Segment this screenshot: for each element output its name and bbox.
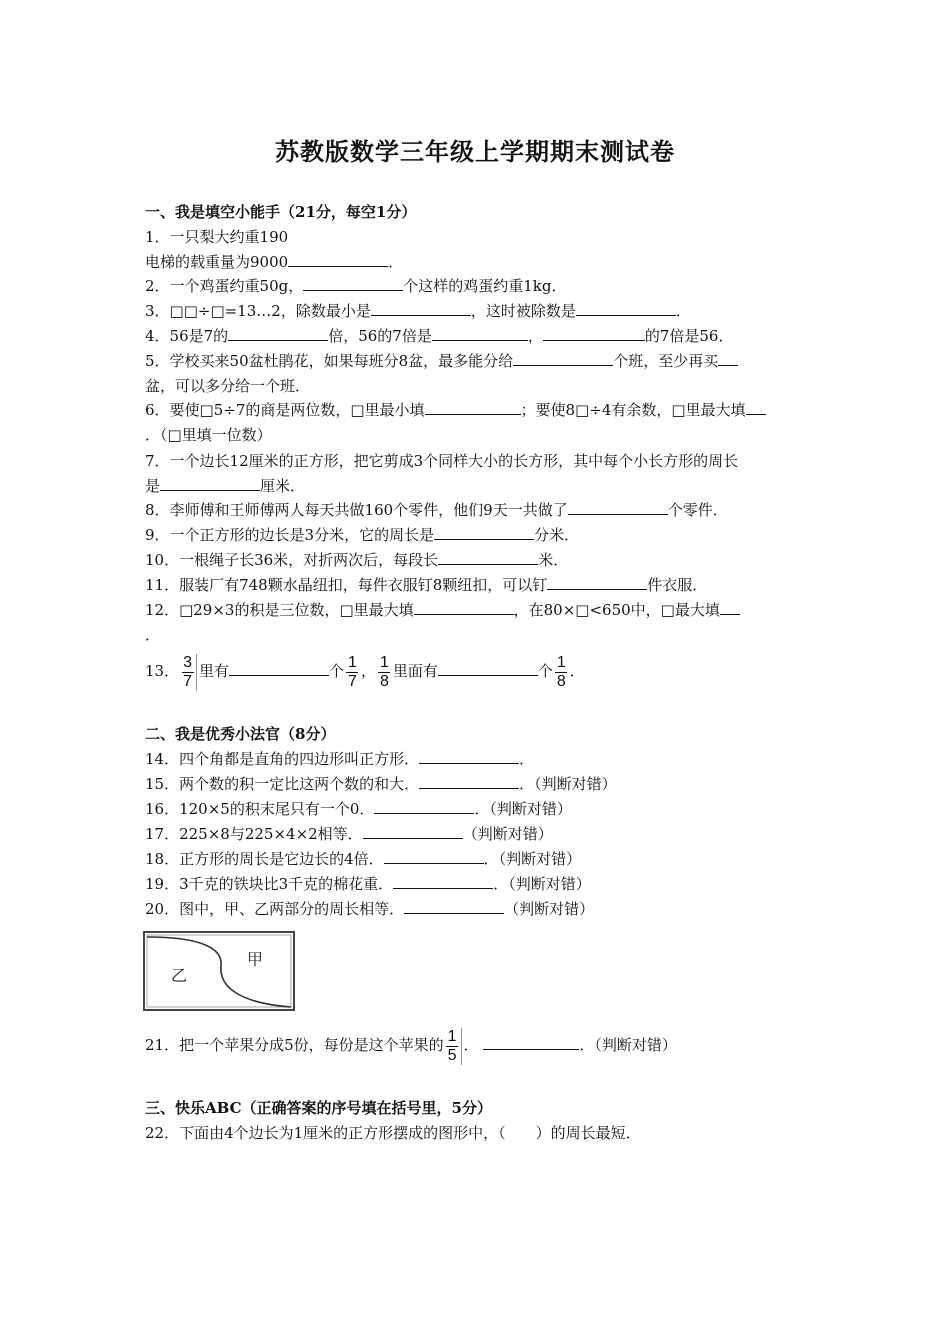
answer-blank[interactable]: [483, 1035, 579, 1050]
question-14: 14．四个角都是直角的四边形叫正方形． ．: [145, 750, 535, 768]
answer-blank[interactable]: [160, 476, 260, 491]
question-3: 3．□□÷□=13…2，除数最小是 ，这时被除数是 ．: [145, 302, 691, 320]
answer-blank[interactable]: [438, 550, 538, 565]
fraction-1-5: $\frac{1}{5}$: [446, 1028, 462, 1065]
answer-blank[interactable]: [543, 326, 645, 341]
question-4: 4．56是7的 倍，56的7倍是 ， 的7倍是56．: [145, 327, 734, 345]
answer-blank[interactable]: [746, 400, 766, 415]
question-22: 22．下面由4个边长为1厘米的正方形摆成的图形中，（ ）的周长最短．: [145, 1124, 641, 1142]
page-title: 苏教版数学三年级上学期期末测试卷: [275, 137, 675, 166]
answer-blank[interactable]: [425, 400, 521, 415]
answer-blank[interactable]: [432, 326, 528, 341]
question-11: 11．服装厂有748颗水晶纽扣，每件衣服钉8颗纽扣，可以钉 件衣服．: [145, 576, 708, 594]
answer-blank[interactable]: [419, 774, 519, 789]
answer-blank[interactable]: [228, 326, 328, 341]
question-17: 17．225×8与225×4×2相等． （判断对错）: [145, 825, 553, 843]
answer-blank[interactable]: [288, 252, 388, 267]
question-1-line-2: 电梯的载重量为9000 ．: [145, 253, 404, 271]
label-jia: 甲: [247, 950, 264, 969]
answer-blank[interactable]: [720, 600, 740, 615]
question-1-line-1: 1．一只梨大约重190: [145, 228, 289, 246]
question-5-line-1: 5．学校买来50盆杜鹃花，如果每班分8盆，最多能分给 个班，至少再买: [145, 351, 738, 371]
answer-blank[interactable]: [438, 661, 538, 676]
question-10: 10．一根绳子长36米，对折两次后，每段长 米．: [145, 551, 569, 569]
answer-blank[interactable]: [393, 874, 493, 889]
fraction-3-7: $\frac{3}{7}$: [181, 654, 197, 691]
answer-blank[interactable]: [419, 749, 519, 764]
section-3-heading: 三、快乐ABC（正确答案的序号填在括号里，5分）: [145, 1099, 492, 1117]
answer-blank[interactable]: [414, 600, 514, 615]
question-7-line-1: 7．一个边长12厘米的正方形，把它剪成3个同样大小的长方形，其中每个小长方形的周长: [145, 452, 739, 470]
answer-blank[interactable]: [576, 301, 676, 316]
label-yi: 乙: [171, 966, 188, 985]
question-5-line-2: 盆，可以多分给一个班．: [145, 377, 311, 395]
question-6-line-2: ．（□里填一位数）: [145, 426, 272, 444]
question-13: 13． $\frac{3}{7}$ 里有 个 $\frac{1}{7}$ ， $\frac{1}{8}$ 里面有 个 $\frac{1}{8}$ ．: [145, 653, 585, 690]
answer-blank[interactable]: [434, 525, 534, 540]
question-6-line-1: 6．要使□5÷7的商是两位数，□里最小填 ；要使8□÷4有余数，□里最大填: [145, 400, 766, 420]
fraction-1-8: $\frac{1}{8}$: [379, 653, 389, 690]
section-1-heading: 一、我是填空小能手（21分，每空1分）: [145, 203, 417, 221]
fraction-1-8: $\frac{1}{8}$: [556, 653, 566, 690]
question-15: 15．两个数的积一定比这两个数的和大． ．（判断对错）: [145, 775, 617, 793]
question-2: 2．一个鸡蛋约重50g， 个这样的鸡蛋约重1kg．: [145, 277, 567, 295]
answer-blank[interactable]: [404, 899, 504, 914]
question-7-line-2: 是 厘米．: [145, 477, 306, 495]
question-20: 20．图中，甲、乙两部分的周长相等． （判断对错）: [145, 900, 595, 918]
answer-blank[interactable]: [303, 276, 403, 291]
answer-blank[interactable]: [718, 351, 738, 366]
question-12-line-1: 12．□29×3的积是三位数，□里最大填 ，在80×□<650中，□最大填: [145, 600, 740, 620]
answer-blank[interactable]: [371, 301, 471, 316]
answer-blank[interactable]: [374, 799, 474, 814]
section-2-heading: 二、我是优秀小法官（8分）: [145, 725, 336, 743]
question-8: 8．李师傅和王师傅两人每天共做160个零件，他们9天一共做了 个零件．: [145, 501, 728, 519]
question-12-line-2: ．: [145, 626, 161, 644]
answer-blank[interactable]: [547, 575, 647, 590]
answer-blank[interactable]: [229, 661, 329, 676]
answer-blank[interactable]: [568, 500, 668, 515]
question-19: 19．3千克的铁块比3千克的棉花重． ．（判断对错）: [145, 875, 591, 893]
answer-blank[interactable]: [513, 351, 613, 366]
question-21: 21．把一个苹果分成5份，每份是这个苹果的 $\frac{1}{5}$ ． ．（判断对错）: [145, 1027, 677, 1064]
question-20-figure: [143, 931, 295, 1011]
question-18: 18．正方形的周长是它边长的4倍． ．（判断对错）: [145, 850, 582, 868]
question-9: 9．一个正方形的边长是3分米，它的周长是 分米．: [145, 526, 580, 544]
fraction-1-7: $\frac{1}{7}$: [348, 653, 357, 690]
answer-blank[interactable]: [363, 824, 463, 839]
answer-blank[interactable]: [384, 849, 484, 864]
question-16: 16．120×5的积末尾只有一个0． ．（判断对错）: [145, 800, 572, 818]
